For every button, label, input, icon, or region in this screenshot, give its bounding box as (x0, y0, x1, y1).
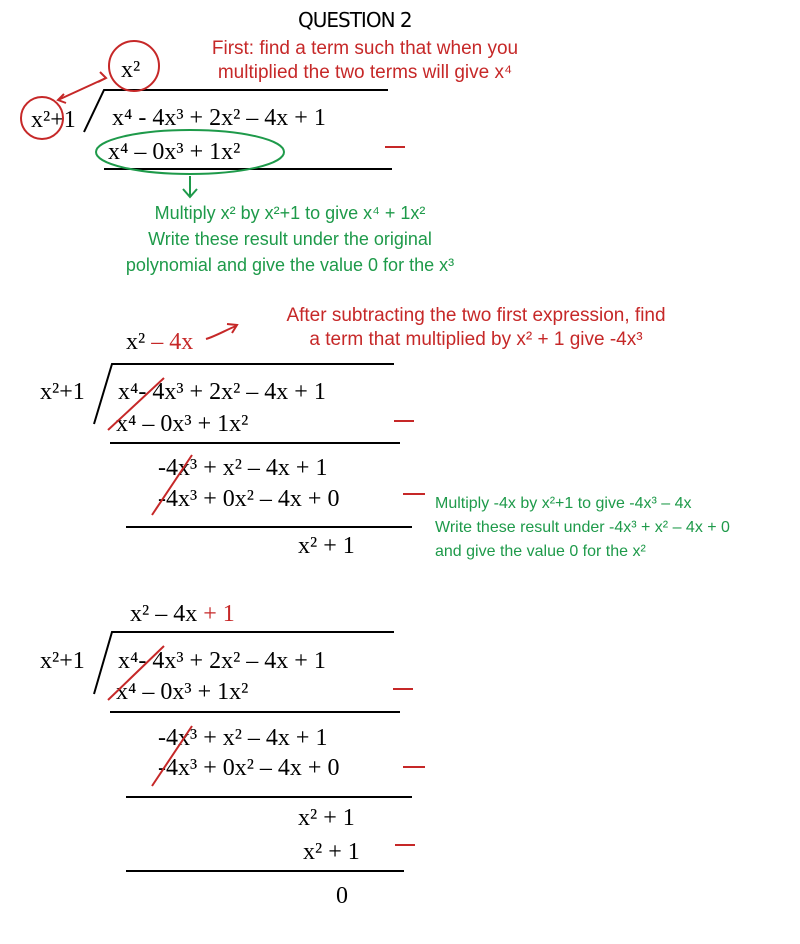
step2-green-note-line1: Multiply -4x by x²+1 to give -4x³ – 4x (435, 495, 692, 512)
step2-remainder2: x² + 1 (298, 533, 355, 559)
step1-green-note-line3: polynomial and give the value 0 for the x³ (125, 255, 455, 275)
step2-quotient-prev: x² (126, 329, 146, 355)
step1-product: x⁴ – 0x³ + 1x² (108, 139, 241, 165)
step2-green-note-line2: Write these result under -4x³ + x² – 4x + 0 (435, 519, 730, 536)
divisor-circle-icon (21, 97, 63, 139)
step2-cancel-x4-icon (108, 378, 164, 430)
step3-quotient-new: + 1 (197, 601, 235, 627)
red-annotations (21, 41, 237, 786)
page-title: QUESTION 2 (298, 8, 412, 32)
step1-green-note-line1: Multiply x² by x²+1 to give x⁴ + 1x² (154, 203, 426, 223)
step3-divisor: x²+1 (40, 648, 85, 674)
step1-dividend: x⁴ - 4x³ + 2x² – 4x + 1 (112, 105, 326, 131)
step3-cancel-x4-icon (108, 646, 164, 700)
step2-red-note-line2: a term that multiplied by x² + 1 give -4x³ (309, 329, 643, 350)
step2-division-bracket (94, 364, 394, 424)
division-brackets (84, 90, 394, 694)
step3-division-bracket (94, 632, 394, 694)
step3-dividend: x⁴- 4x³ + 2x² – 4x + 1 (118, 648, 326, 674)
step1-red-note-line2: multiplied the two terms will give x⁴ (217, 62, 513, 83)
step3-quotient-prev: x² – 4x (130, 601, 198, 627)
step3-remainder2: x² + 1 (298, 805, 355, 831)
step1-division-bracket (84, 90, 388, 132)
step1-green-note-line2: Write these result under the original (148, 229, 432, 249)
step3-cancel-x3-icon (152, 726, 192, 786)
step1-arrowhead-right-icon (98, 72, 106, 82)
step2-divisor: x²+1 (40, 379, 85, 405)
step1-divisor: x²+1 (31, 107, 76, 133)
green-annotations (96, 130, 284, 197)
step3-product3: x² + 1 (303, 839, 360, 865)
step1-red-note-line1: First: find a term such that when you (211, 38, 519, 59)
step2-cancel-x3-icon (152, 455, 192, 515)
step3-remainder1: -4x³ + x² – 4x + 1 (158, 725, 328, 751)
step2-product1: x⁴ – 0x³ + 1x² (116, 411, 249, 437)
quotient-circle-icon (109, 41, 159, 91)
step3-final-remainder: 0 (336, 883, 348, 909)
step2-green-note-line3: and give the value 0 for the x² (435, 543, 646, 560)
step2-dividend: x⁴- 4x³ + 2x² – 4x + 1 (118, 379, 326, 405)
step2-remainder1: -4x³ + x² – 4x + 1 (158, 455, 328, 481)
step2-product2: -4x³ + 0x² – 4x + 0 (158, 486, 340, 512)
step3-product1: x⁴ – 0x³ + 1x² (116, 679, 249, 705)
step3-product2: -4x³ + 0x² – 4x + 0 (158, 755, 340, 781)
step2-quotient-new: – 4x (145, 329, 194, 355)
product-ellipse-icon (96, 130, 284, 174)
step1-quotient: x² (121, 57, 141, 83)
step2-red-note-line1: After subtracting the two first expression, find (286, 305, 666, 326)
